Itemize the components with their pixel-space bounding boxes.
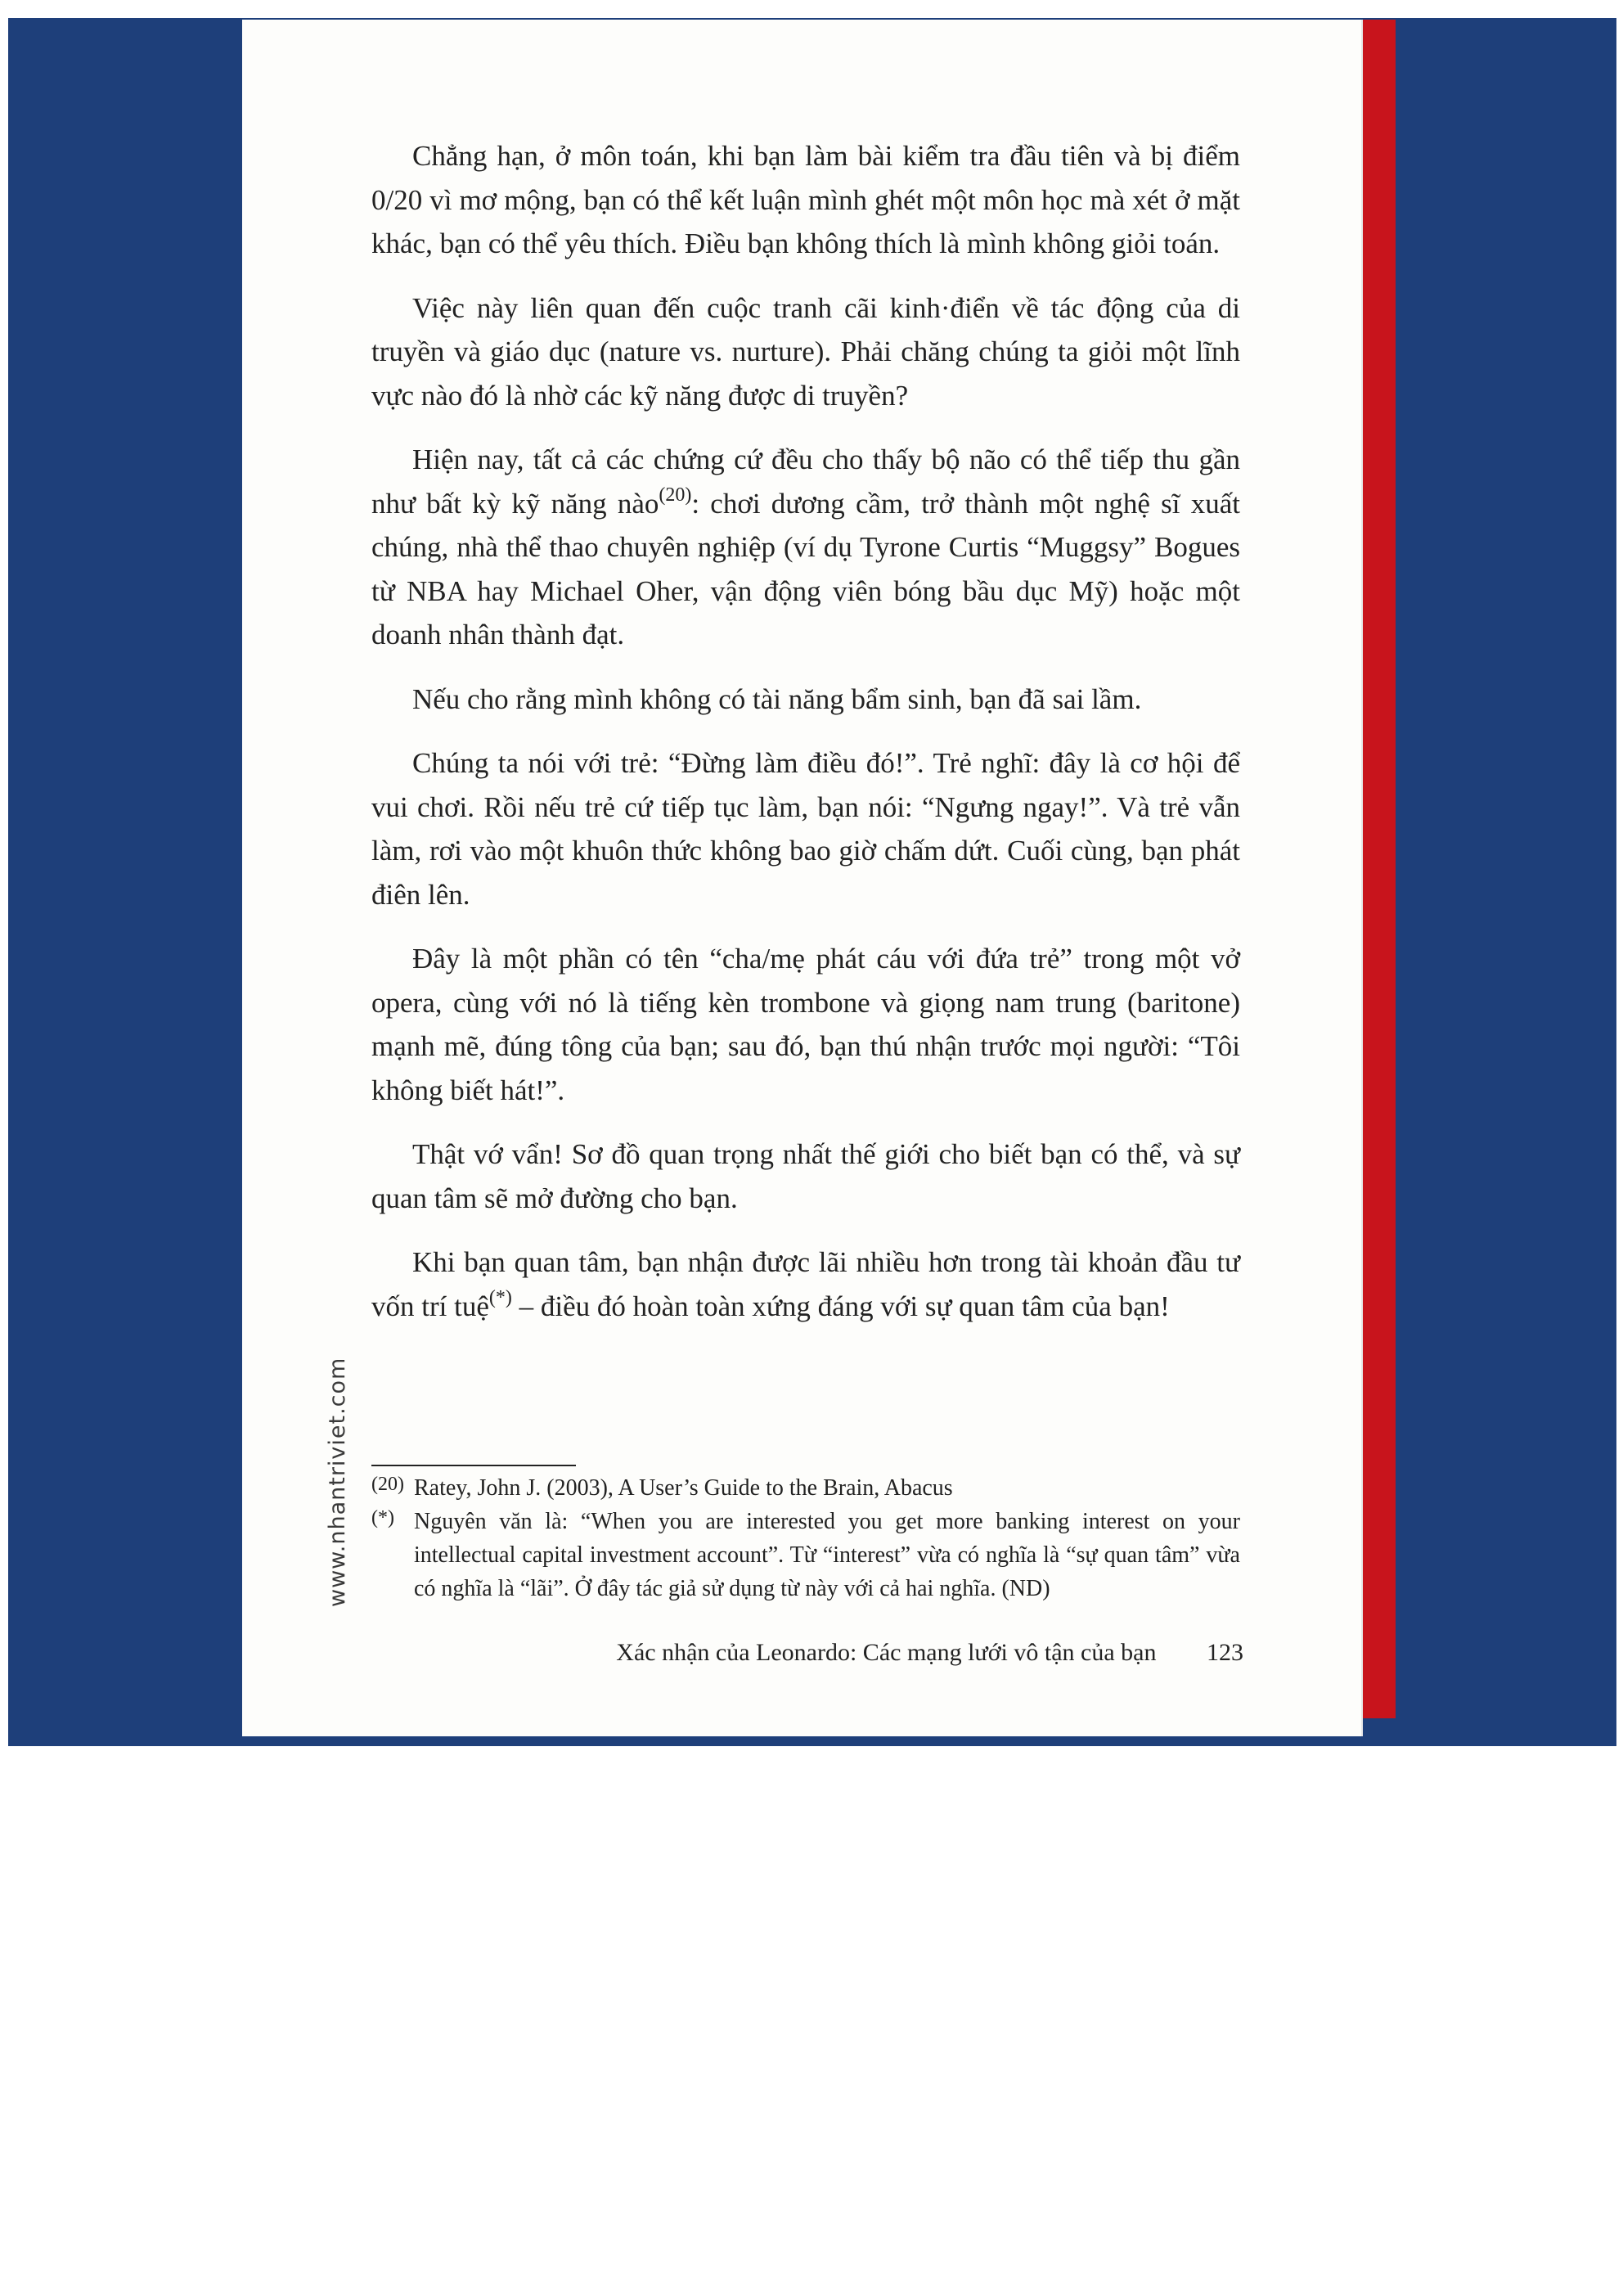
paragraph-8: [371, 1240, 1240, 1328]
footnote-ref-star: (*): [488, 1286, 512, 1308]
paragraph-8-text-a: Khi bạn quan tâm, bạn nhận được lãi nhiều hơn trong tài khoản đầu tư vốn trí tuệ: [371, 1246, 1240, 1322]
paragraph-8-text-b: – điều đó hoàn toàn xứng đáng với sự quan tâm của bạn!: [511, 1290, 1170, 1322]
running-footer: [616, 1636, 1243, 1669]
paragraph-3-text-a: Hiện nay, tất cả các chứng cứ đều cho thấy bộ não có thể tiếp thu gần như bất kỳ kỹ năng nào: [371, 443, 1240, 520]
running-title: Xác nhận của Leonardo: Các mạng lưới vô tận của bạn: [616, 1639, 1157, 1666]
footnote-text: Ratey, John J. (2003), A User’s Guide to the Brain, Abacus: [414, 1475, 953, 1501]
body-text: [371, 134, 1240, 1348]
publisher-url: www.nhantriviet.com: [325, 1357, 350, 1607]
footnote-text: Nguyên văn là: “When you are interested you get more banking interest on your intellectual capital investment account”. Từ “interest” vừa có nghĩa là “sự quan tâm” vừa có nghĩa là “lãi”. Ở đây tác giả sử dụng từ này với cả hai nghĩa. (ND): [414, 1509, 1240, 1601]
paragraph-4: Nếu cho rằng mình không có tài năng bẩm sinh, bạn đã sai lầm.: [412, 682, 1142, 715]
footnotes: [371, 1471, 1240, 1605]
paragraph-3: [371, 438, 1240, 657]
book-page: [242, 20, 1361, 1736]
footnote-20: [371, 1471, 1240, 1505]
paragraph-7: Thật vớ vẩn! Sơ đồ quan trọng nhất thế giới cho biết bạn có thể, và sự quan tâm sẽ mở đường cho bạn.: [371, 1138, 1240, 1214]
paragraph-3-text-b: : chơi dương cầm, trở thành một nghệ sĩ xuất chúng, nhà thể thao chuyên nghiệp (ví dụ Tyrone Curtis “Muggsy” Bogues từ NBA hay Michael Oher, vận động viên bóng bầu dục Mỹ) hoặc một doanh nhân thành đạt.: [371, 487, 1240, 651]
footnote-star: [371, 1505, 1240, 1605]
page-number: 123: [1207, 1639, 1243, 1666]
footnote-ref-20: (20): [659, 484, 692, 506]
paragraph-5: Chúng ta nói với trẻ: “Đừng làm điều đó!”. Trẻ nghĩ: đây là cơ hội để vui chơi. Rồi nếu trẻ cứ tiếp tục làm, bạn nói: “Ngưng ngay!”. Và trẻ vẫn làm, rơi vào một khuôn thức không bao giờ chấm dứt. Cuối cùng, bạn phát điên lên.: [371, 747, 1240, 911]
paragraph-2: Việc này liên quan đến cuộc tranh cãi kinh·điển về tác động của di truyền và giáo dục (nature vs. nurture). Phải chăng chúng ta giỏi một lĩnh vực nào đó là nhờ các kỹ năng được di truyền?: [371, 291, 1240, 412]
paragraph-1: Chẳng hạn, ở môn toán, khi bạn làm bài kiểm tra đầu tiên và bị điểm 0/20 vì mơ mộng, bạn có thể kết luận mình ghét một môn học mà xét ở mặt khác, bạn có thể yêu thích. Điều bạn không thích là mình không giỏi toán.: [371, 140, 1240, 259]
footnote-divider: [371, 1465, 576, 1466]
footnote-mark: (*): [371, 1507, 394, 1528]
paragraph-6: Đây là một phần có tên “cha/mẹ phát cáu với đứa trẻ” trong một vở opera, cùng với nó là tiếng kèn trombone và giọng nam trung (baritone) mạnh mẽ, đúng tông của bạn; sau đó, bạn thú nhận trước mọi người: “Tôi không biết hát!”.: [371, 943, 1240, 1106]
footnote-mark: (20): [371, 1474, 404, 1495]
